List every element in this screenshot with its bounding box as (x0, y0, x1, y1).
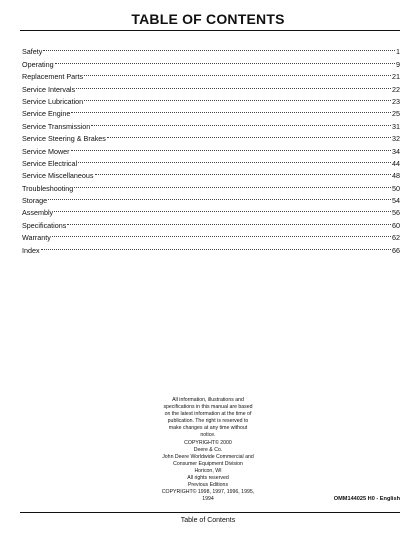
toc-dot-leader (78, 154, 391, 166)
toc-entry-page-number: 1 (396, 47, 400, 57)
toc-entry-page-number: 23 (392, 96, 400, 106)
page-title: TABLE OF CONTENTS (131, 11, 285, 27)
toc-entry-page-number: 25 (392, 109, 400, 119)
notice-line: COPYRIGHT© 1998, 1997, 1996, 1995, (161, 489, 255, 496)
toc-entry-label: Service Steering & Brakes (22, 134, 106, 144)
notice-line: Deere & Co. (193, 446, 223, 453)
toc-entry-page-number: 32 (392, 134, 400, 144)
toc-entry-label: Service Intervals (22, 84, 76, 94)
notice-line: All rights reserved (187, 475, 229, 482)
toc-entry-label: Service Electrical (22, 158, 78, 168)
toc-entry[interactable] (22, 141, 400, 156)
toc-entry-label: Service Engine (22, 109, 71, 119)
toc-dot-leader (91, 116, 391, 128)
toc-entry-label: Specifications (22, 220, 67, 230)
toc-dot-leader (41, 240, 391, 252)
toc-entry-label: Service Transmission (22, 121, 91, 131)
toc-entry-label: Troubleshooting (22, 183, 74, 193)
toc-entry[interactable] (22, 240, 400, 255)
toc-entry-label: Service Mower (22, 146, 70, 156)
notice-line: Horicon, WI (194, 467, 222, 474)
toc-entry-page-number: 62 (392, 233, 400, 243)
toc-entry-label: Operating (22, 59, 54, 69)
toc-entry[interactable] (22, 79, 400, 94)
notice-line: Previous Editions (187, 482, 229, 489)
footer-rule (20, 512, 400, 513)
toc-entry-page-number: 31 (392, 121, 400, 131)
document-code: OMM144025 H0 - English (333, 496, 400, 502)
toc-dot-leader (95, 166, 391, 178)
notice-line: 1994 (202, 496, 214, 503)
toc-entry-page-number: 50 (392, 183, 400, 193)
toc-entry[interactable] (22, 154, 400, 166)
toc-entry-label: Safety (22, 47, 43, 57)
toc-entry-page-number: 44 (392, 158, 400, 168)
toc-entry[interactable] (22, 67, 400, 82)
toc-dot-leader (52, 228, 391, 240)
toc-entry[interactable] (22, 191, 400, 206)
notice-line: All information, illustrations and (172, 397, 244, 403)
toc-dot-leader (48, 191, 391, 203)
toc-entry[interactable] (22, 92, 400, 104)
toc-dot-leader (71, 141, 391, 153)
toc-entry[interactable] (22, 178, 400, 193)
toc-dot-leader (84, 92, 391, 104)
toc-entry-page-number: 22 (392, 84, 400, 94)
header-rule (20, 30, 400, 31)
toc-entry-page-number: 54 (392, 196, 400, 206)
notice-line: make changes at any time without (168, 425, 248, 432)
notice-line: publication. The right is reserved to (167, 418, 249, 425)
toc-dot-leader (74, 178, 391, 190)
toc-entry-page-number: 21 (392, 72, 400, 82)
toc-entry-label: Replacement Parts (22, 72, 84, 82)
toc-entry[interactable] (22, 228, 400, 243)
notice-line: notice. (200, 432, 216, 439)
toc-entry-page-number: 9 (396, 59, 400, 69)
toc-entry-label: Service Miscellaneous (22, 171, 94, 181)
notice-line: specifications in this manual are based (163, 404, 253, 411)
toc-entry[interactable] (22, 42, 400, 57)
notice-line: COPYRIGHT© 2000 (184, 439, 232, 446)
toc-dot-leader (67, 215, 391, 227)
toc-entry[interactable] (22, 54, 400, 69)
toc-entry-label: Warranty (22, 233, 51, 243)
toc-dot-leader (107, 129, 391, 141)
toc-entry[interactable] (22, 215, 400, 230)
toc-entry-page-number: 34 (392, 146, 400, 156)
footer-section-title: Table of Contents (180, 517, 236, 524)
toc-entry[interactable] (22, 104, 400, 119)
toc-dot-leader (54, 203, 391, 215)
notice-line: John Deere Worldwide Commercial and (162, 453, 254, 460)
toc-dot-leader (84, 67, 391, 79)
toc-entry-page-number: 56 (392, 208, 400, 218)
toc-entry-label: Index (22, 245, 40, 255)
copyright-notice (148, 397, 268, 503)
toc-dot-leader (43, 42, 395, 54)
toc-entry-label: Storage (22, 196, 48, 206)
toc-entry-label: Assembly (22, 208, 54, 218)
notice-line: Consumer Equipment Division (173, 460, 243, 467)
toc-entry[interactable] (22, 203, 400, 218)
toc-entry-page-number: 60 (392, 220, 400, 230)
table-of-contents (22, 42, 400, 253)
toc-entry-page-number: 48 (392, 171, 400, 181)
toc-entry[interactable] (22, 166, 400, 181)
toc-entry-page-number: 66 (392, 245, 400, 255)
toc-dot-leader (71, 104, 391, 116)
toc-dot-leader (76, 79, 391, 91)
notice-line: on the latest information at the time of (164, 411, 252, 418)
toc-dot-leader (55, 54, 395, 66)
toc-entry-label: Service Lubrication (22, 96, 84, 106)
toc-entry[interactable] (22, 116, 400, 131)
